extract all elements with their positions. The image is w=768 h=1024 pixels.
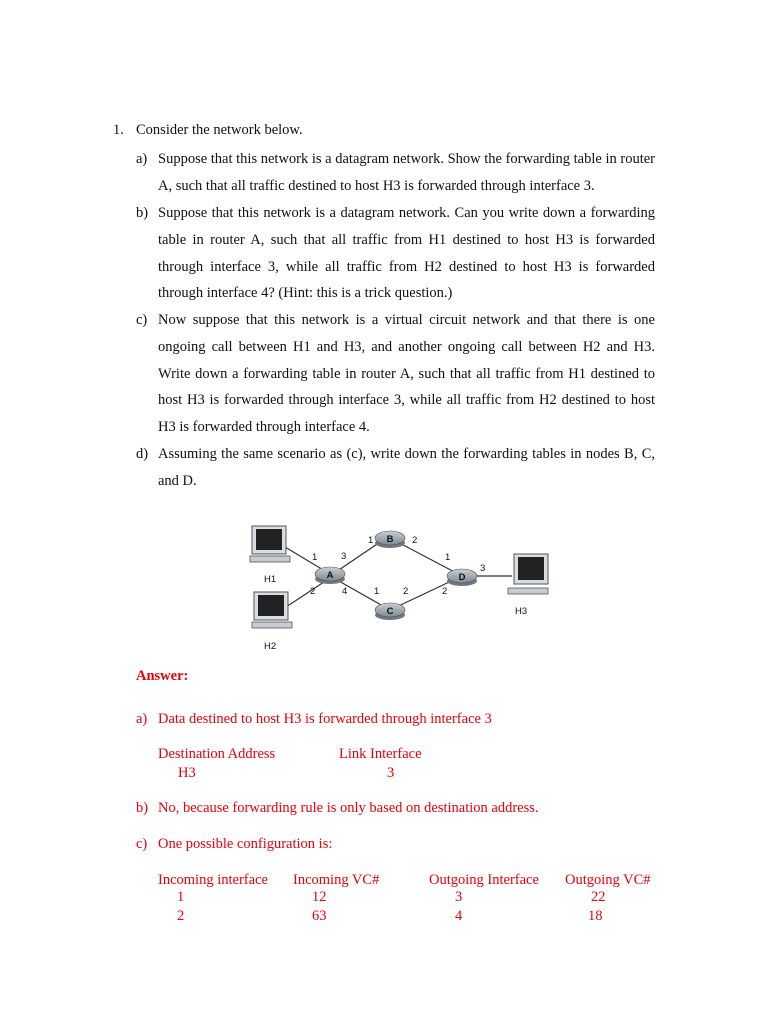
answer-c-label: c) <box>136 836 148 852</box>
vc-header-outgoing-vc: Outgoing VC# <box>565 872 651 888</box>
question-number: 1. <box>113 122 124 138</box>
part-a-label: a) <box>136 151 148 167</box>
answer-a-label: a) <box>136 711 148 727</box>
part-c-text: Now suppose that this network is a virtual circuit network and that there is one ongoing call between H1 and H3, and another ongoing call between H2 and H3. Write down a forwarding table in router A, such that all traffic from H1 destined to host H3 is forwarded through interface 3, while all traffic from H2 destined to host H3 is forwarded through interface 4. <box>158 312 655 436</box>
answer-a-header-interface: Link Interface <box>339 746 422 762</box>
vc-header-incoming-interface: Incoming interface <box>158 872 268 888</box>
host-h2-icon <box>252 592 292 628</box>
answer-a-cell-interface: 3 <box>387 765 395 781</box>
vc-header-outgoing-interface: Outgoing Interface <box>429 872 539 888</box>
vc-row-2-incoming-interface: 2 <box>177 908 185 924</box>
vc-row-1-incoming-interface: 1 <box>177 889 185 905</box>
vc-row-2-outgoing-vc: 18 <box>588 908 603 924</box>
answer-c-text: One possible configuration is: <box>158 836 333 852</box>
part-b-text: Suppose that this network is a datagram network. Can you write down a forwarding table in router A, such that all traffic from H1 destined to host H3 is forwarded through interface 3, while all traffic from H2 destined to host H3 is forwarded through interface 4? (Hint: this is a trick question.) <box>158 205 655 302</box>
part-d-text: Assuming the same scenario as (c), write down the forwarding tables in nodes B, C, and D. <box>158 446 655 489</box>
iface-d-3: 3 <box>480 563 486 574</box>
vc-row-1-outgoing-interface: 3 <box>455 889 463 905</box>
router-d-label: D <box>458 572 466 583</box>
router-c-label: C <box>386 606 394 617</box>
part-b-label: b) <box>136 205 149 221</box>
iface-d-1: 1 <box>445 552 451 563</box>
vc-row-1-outgoing-vc: 22 <box>591 889 606 905</box>
router-b-label: B <box>386 534 394 545</box>
host-h3-icon <box>508 554 548 594</box>
host-h1-icon <box>250 526 290 562</box>
host-h1-label: H1 <box>264 574 277 585</box>
answer-b-text: No, because forwarding rule is only based on destination address. <box>158 800 539 816</box>
iface-a-4: 4 <box>342 586 348 597</box>
part-d-label: d) <box>136 446 149 462</box>
host-h3-label: H3 <box>515 606 528 617</box>
vc-header-incoming-vc: Incoming VC# <box>293 872 380 888</box>
host-h2-label: H2 <box>264 641 277 652</box>
iface-d-2: 2 <box>442 586 448 597</box>
iface-b-2: 2 <box>412 535 418 546</box>
answer-a-header-destination: Destination Address <box>158 746 276 762</box>
iface-a-2: 2 <box>310 586 316 597</box>
router-a-label: A <box>326 570 334 581</box>
iface-c-1: 1 <box>374 586 380 597</box>
part-c-label: c) <box>136 312 148 328</box>
answer-heading: Answer: <box>136 668 189 684</box>
iface-b-1: 1 <box>368 535 374 546</box>
answer-a-cell-destination: H3 <box>178 765 196 781</box>
vc-row-2-incoming-vc: 63 <box>312 908 327 924</box>
iface-c-2: 2 <box>403 586 409 597</box>
vc-row-1-incoming-vc: 12 <box>312 889 327 905</box>
iface-a-3: 3 <box>341 551 347 562</box>
question-intro: Consider the network below. <box>136 122 303 138</box>
part-a-text: Suppose that this network is a datagram network. Show the forwarding table in router A, such that all traffic destined to host H3 is forwarded through interface 3. <box>158 151 655 194</box>
iface-a-1: 1 <box>312 552 318 563</box>
vc-row-2-outgoing-interface: 4 <box>455 908 463 924</box>
answer-b-label: b) <box>136 800 149 816</box>
network-diagram <box>240 516 560 656</box>
answer-a-text: Data destined to host H3 is forwarded through interface 3 <box>158 711 492 727</box>
